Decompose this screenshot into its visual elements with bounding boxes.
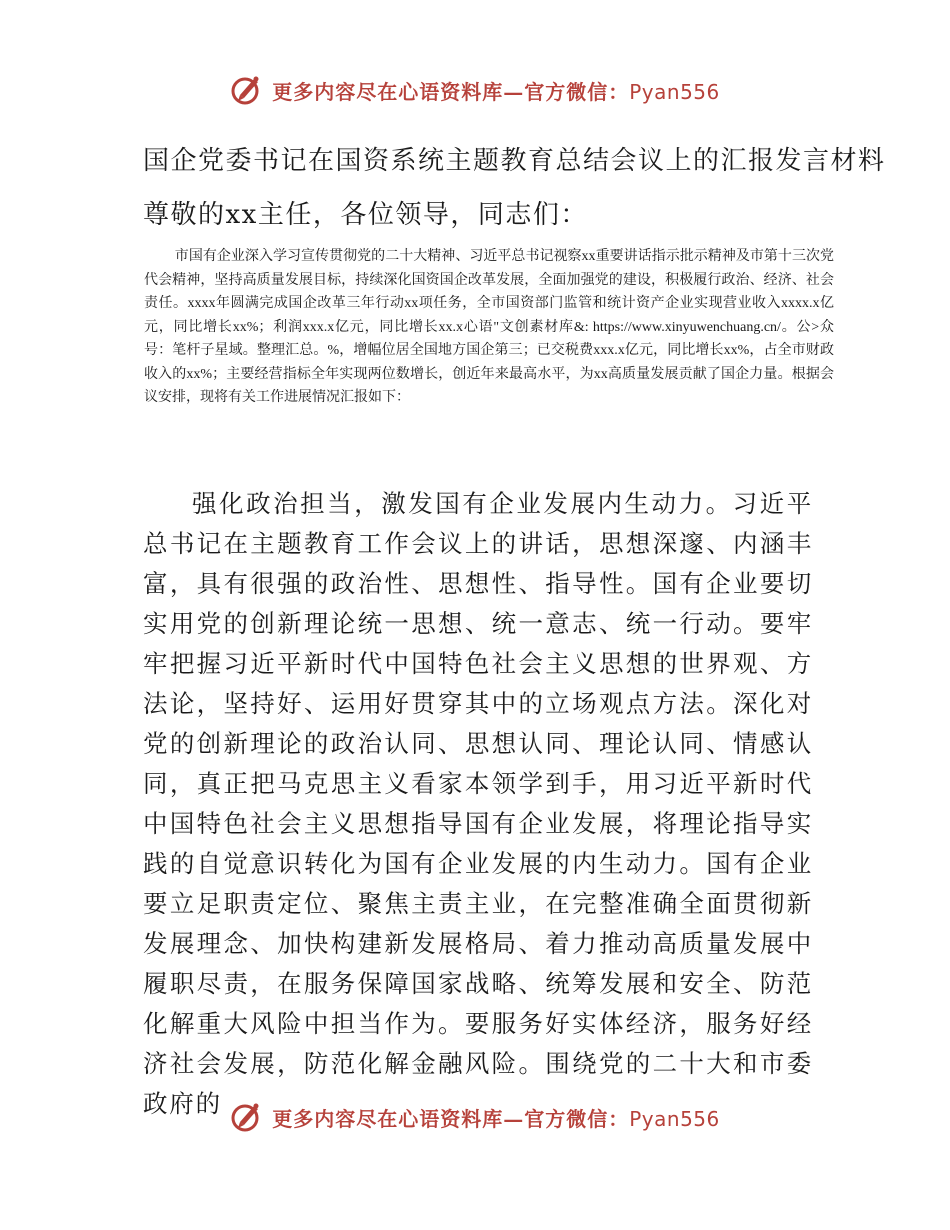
pen-logo-icon [230, 1100, 264, 1134]
wechat-id: Pyan556 [629, 79, 720, 104]
document-title: 国企党委书记在国资系统主题教育总结会议上的汇报发言材料 [143, 146, 886, 176]
header-banner [0, 70, 950, 110]
footer-banner [0, 1097, 950, 1137]
intro-paragraph: 市国有企业深入学习宣传贯彻党的二十大精神、习近平总书记视察xx重要讲话指示批示精神及市第十三次党代会精神，坚持高质量发展目标，持续深化国资国企改革发展，全面加强党的建设，积极履行政治、经济、社会责任。xxxx年圆满完成国企改革三年行动xx项任务，全市国资部门监管和统计资产企业实现营业收入xxxx.x亿元，同比增长xx%；利润xxx.x亿元，同比增长xx.x心语"文创素材库&: https://www.xinyuwenchuang.cn/。公>众号：笔杆子星域。整理汇总。%，增幅位居全国地方国企第三；已交税费xxx.x亿元，同比增长xx%，占全市财政收入的xx%；主要经营指标全年实现两位数增长，创近年来最高水平，为xx高质量发展贡献了国企力量。根据会议安排，现将有关工作进展情况汇报如下： [144, 249, 834, 405]
banner-text: 更多内容尽在心语资料库—官方微信：Pyan556 [272, 1106, 720, 1131]
pen-logo-icon [230, 73, 264, 107]
banner-text: 更多内容尽在心语资料库—官方微信：Pyan556 [272, 79, 720, 104]
salutation: 尊敬的xx主任，各位领导，同志们： [143, 200, 588, 230]
wechat-id: Pyan556 [629, 1106, 720, 1131]
body-paragraph: 强化政治担当，激发国有企业发展内生动力。习近平总书记在主题教育工作会议上的讲话，思想深邃、内涵丰富，具有很强的政治性、思想性、指导性。国有企业要切实用党的创新理论统一思想、统一意志、统一行动。要牢牢把握习近平新时代中国特色社会主义思想的世界观、方法论，坚持好、运用好贯穿其中的立场观点方法。深化对党的创新理论的政治认同、思想认同、理论认同、情感认同，真正把马克思主义看家本领学到手，用习近平新时代中国特色社会主义思想指导国有企业发展，将理论指导实践的自觉意识转化为国有企业发展的内生动力。国有企业要立足职责定位、聚焦主责主业，在完整准确全面贯彻新发展理念、加快构建新发展格局、着力推动高质量发展中履职尽责，在服务保障国家战略、统筹发展和安全、防范化解重大风险中担当作为。要服务好实体经济，服务好经济社会发展，防范化解金融风险。围绕党的二十大和市委政府的 [143, 489, 813, 1118]
